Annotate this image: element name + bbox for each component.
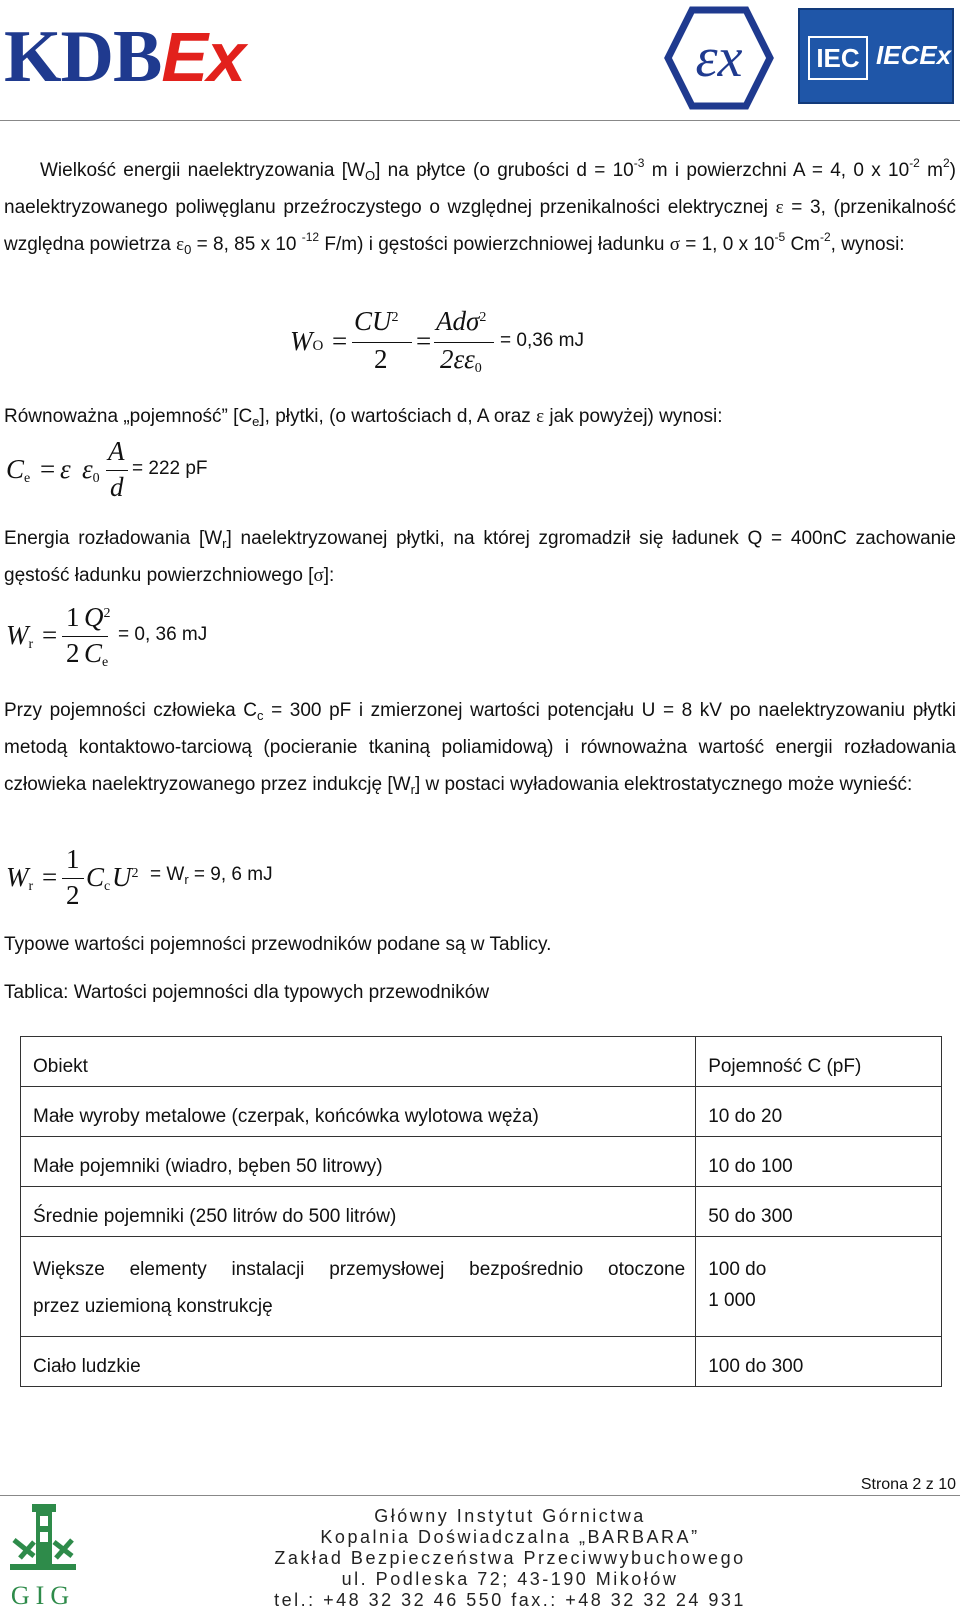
table-cell-capacitance: 10 do 20	[696, 1087, 942, 1137]
table-cell-object: Małe pojemniki (wiadro, bęben 50 litrowy)	[21, 1137, 696, 1187]
table-cell-object: Większe elementy instalacji przemysłowej bezpośrednio otoczone przez uziemioną konstrukcję	[21, 1237, 696, 1337]
iecex-label: IECEx	[876, 40, 952, 70]
footer-divider	[0, 1495, 960, 1496]
iec-label: IEC	[808, 36, 868, 80]
table-row	[21, 1137, 942, 1187]
equation-human-energy: $W_r$ = 1 2 $C_c$ $U^2$ = $W_r = 9$, 6 mJ	[6, 844, 273, 910]
paragraph-energy-intro: Wielkość energii naelektryzowania $[W_O]$ na płytce (o grubości $d = 10^{-3}$ m i powierzchni A = 4, 0 x $10^{-2}$ $m^2$) naelektryzowanego poliwęglanu przeźroczystego o względnej przenikalności elektrycznej ε = 3, (przenikalność względna powietrza $\varepsilon_0 = 8$, 85 x 10 $^{-12}$ F/m) i gęstości powierzchniowej ładunku σ = 1, 0 x $10^{-5}$ $Cm^{-2}$, wynosi:	[4, 156, 956, 257]
svg-text:εx: εx	[695, 27, 743, 89]
equation-capacitance-ce: $C_e$ = ε $\varepsilon_0$ A d = 222 pF	[6, 436, 208, 502]
equation-energy-wo: WO = $CU^2$ 2 = Adσ$^2$ $2\varepsilon\varepsilon_0$ = 0,36 mJ	[290, 306, 584, 376]
capacitance-table	[20, 1036, 942, 1387]
table-cell-capacitance: 100 do 300	[696, 1337, 942, 1387]
footer-line: Zakład Bezpieczeństwa Przeciwwybuchowego	[274, 1548, 746, 1568]
footer-line: Kopalnia Doświadczalna „BARBARA”	[320, 1527, 700, 1547]
table-row	[21, 1187, 942, 1237]
paragraph-equivalent-capacitance: Równoważna „pojemność” $[C_e]$, płytki, (o wartościach d, A oraz ε jak powyżej) wynosi:	[4, 406, 723, 429]
table-header-row	[21, 1037, 942, 1087]
table-row	[21, 1337, 942, 1387]
equation-discharge-wr: $W_r$ = 1 2 $Q^2$ $C_e$ = 0, 36 mJ	[6, 602, 208, 670]
table-cell-object: Średnie pojemniki (250 litrów do 500 litrów)	[21, 1187, 696, 1237]
atex-ex-hexagon-icon	[664, 6, 774, 110]
iec-iecex-logo	[798, 8, 954, 104]
table-row	[21, 1087, 942, 1137]
gig-logo	[6, 1500, 80, 1612]
footer-line: Główny Instytut Górnictwa	[374, 1506, 646, 1526]
footer-address	[200, 1506, 820, 1611]
table-caption: Tablica: Wartości pojemności dla typowych przewodników	[4, 982, 490, 1003]
footer-line: tel.: +48 32 32 46 550 fax.: +48 32 32 24 931	[274, 1590, 746, 1610]
table-cell-object: Małe wyroby metalowe (czerpak, końcówka wylotowa węża)	[21, 1087, 696, 1137]
header-divider	[0, 120, 960, 121]
kdbex-logo: KDBEx	[4, 16, 245, 98]
paragraph-human-capacitance: Przy pojemności człowieka $C_c = 300$ pF i zmierzonej wartości potencjału U = 8 kV po naelektryzowaniu płytki metodą kontaktowo-tarciową (pocieranie tkaniną poliamidową) i równoważna wartość energii rozładowania człowieka naelektryzowanego przez indukcję $[W_r]$ w postaci wyładowania elektrostatycznego może wynieść:	[4, 700, 956, 797]
svg-text:GIG: GIG	[10, 1581, 76, 1610]
paragraph-table-reference: Typowe wartości pojemności przewodników podane są w Tablicy.	[4, 934, 552, 955]
table-cell-capacitance: 50 do 300	[696, 1187, 942, 1237]
page-number: Strona 2 z 10	[860, 1476, 956, 1493]
footer-line: ul. Podleska 72; 43-190 Mikołów	[341, 1569, 679, 1589]
table-cell-capacitance: 10 do 100	[696, 1137, 942, 1187]
page-header	[0, 0, 960, 120]
table-cell-object: Ciało ludzkie	[21, 1337, 696, 1387]
table-row	[21, 1237, 942, 1337]
table-cell-capacitance: 100 do 1 000	[696, 1237, 942, 1337]
table-header-capacitance: Pojemność C (pF)	[696, 1037, 942, 1087]
paragraph-discharge-energy: Energia rozładowania $[W_r]$ naelektryzowanej płytki, na której zgromadził się ładunek Q = 400nC zachowanie gęstość ładunku powierzchniowego [σ]:	[4, 528, 956, 586]
table-header-object: Obiekt	[21, 1037, 696, 1087]
